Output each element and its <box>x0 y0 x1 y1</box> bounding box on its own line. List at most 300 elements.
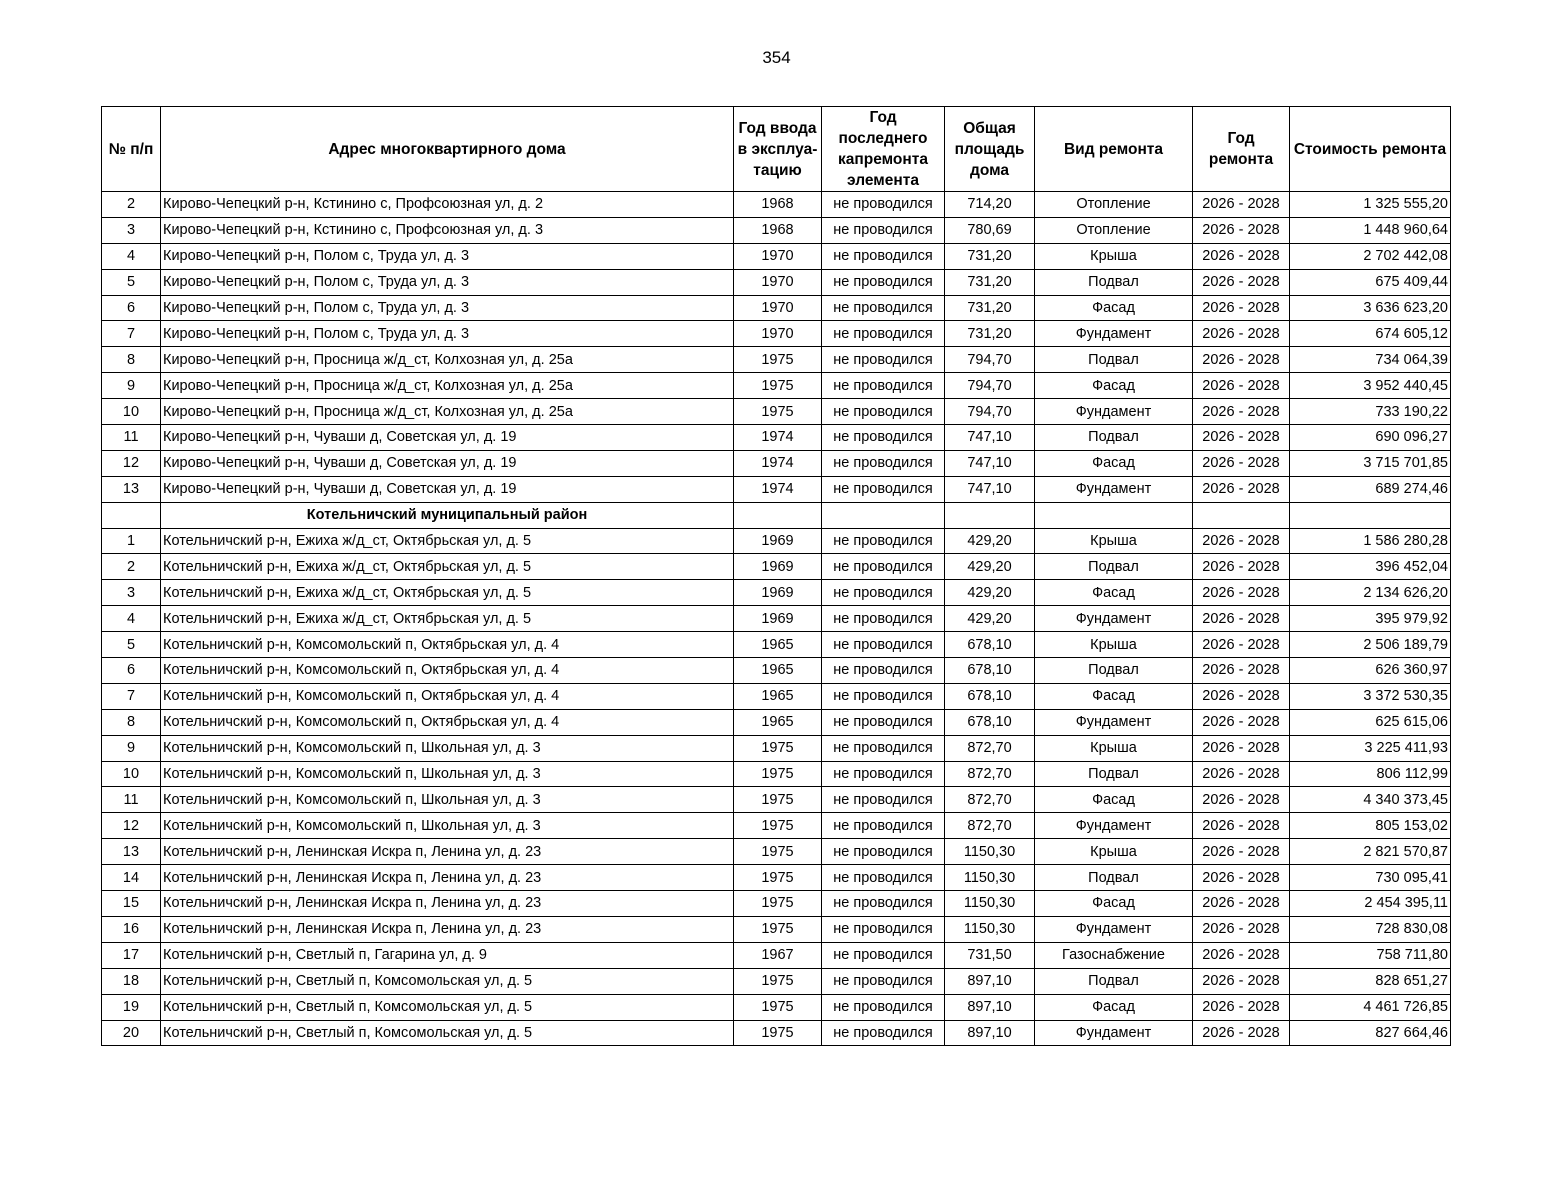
row-last-repair: не проводился <box>822 839 945 865</box>
row-num: 12 <box>102 450 161 476</box>
row-num: 20 <box>102 1020 161 1046</box>
row-address: Котельничский р-н, Комсомольский п, Октябрьская ул, д. 4 <box>161 683 734 709</box>
row-address: Котельничский р-н, Ленинская Искра п, Ленина ул, д. 23 <box>161 916 734 942</box>
row-num: 16 <box>102 916 161 942</box>
row-repair-type: Подвал <box>1035 425 1193 451</box>
row-area: 872,70 <box>945 761 1035 787</box>
row-repair-type: Отопление <box>1035 192 1193 218</box>
table-row <box>102 476 1451 502</box>
row-num: 19 <box>102 994 161 1020</box>
row-repair-year: 2026 - 2028 <box>1193 761 1290 787</box>
row-num: 8 <box>102 709 161 735</box>
row-address: Кирово-Чепецкий р-н, Полом с, Труда ул, д. 3 <box>161 269 734 295</box>
row-repair-year: 2026 - 2028 <box>1193 192 1290 218</box>
row-year-built: 1974 <box>734 450 822 476</box>
row-year-built: 1975 <box>734 994 822 1020</box>
row-area: 794,70 <box>945 399 1035 425</box>
row-address: Кирово-Чепецкий р-н, Полом с, Труда ул, д. 3 <box>161 295 734 321</box>
row-repair-type: Подвал <box>1035 865 1193 891</box>
row-area: 780,69 <box>945 217 1035 243</box>
row-last-repair: не проводился <box>822 813 945 839</box>
row-year-built: 1975 <box>734 916 822 942</box>
row-repair-type: Фасад <box>1035 891 1193 917</box>
row-address: Кирово-Чепецкий р-н, Кстинино с, Профсоюзная ул, д. 2 <box>161 192 734 218</box>
header-repair-type: Вид ремонта <box>1035 107 1193 192</box>
row-year-built: 1975 <box>734 968 822 994</box>
table-row <box>102 425 1451 451</box>
header-num: № п/п <box>102 107 161 192</box>
row-year-built: 1965 <box>734 683 822 709</box>
row-area: 872,70 <box>945 735 1035 761</box>
section-title: Котельничский муниципальный район <box>161 502 734 528</box>
row-repair-type: Фасад <box>1035 787 1193 813</box>
row-area: 731,20 <box>945 295 1035 321</box>
row-cost: 1 586 280,28 <box>1290 528 1451 554</box>
table-row <box>102 269 1451 295</box>
table-row <box>102 1020 1451 1046</box>
row-repair-year: 2026 - 2028 <box>1193 839 1290 865</box>
row-address: Кирово-Чепецкий р-н, Кстинино с, Профсоюзная ул, д. 3 <box>161 217 734 243</box>
row-repair-year: 2026 - 2028 <box>1193 217 1290 243</box>
row-cost: 2 506 189,79 <box>1290 632 1451 658</box>
row-cost: 4 340 373,45 <box>1290 787 1451 813</box>
row-cost: 730 095,41 <box>1290 865 1451 891</box>
table-row <box>102 683 1451 709</box>
row-cost: 674 605,12 <box>1290 321 1451 347</box>
row-cost: 2 702 442,08 <box>1290 243 1451 269</box>
row-year-built: 1975 <box>734 839 822 865</box>
row-repair-type: Отопление <box>1035 217 1193 243</box>
row-repair-year: 2026 - 2028 <box>1193 891 1290 917</box>
row-area: 731,50 <box>945 942 1035 968</box>
row-year-built: 1965 <box>734 709 822 735</box>
row-year-built: 1969 <box>734 606 822 632</box>
row-last-repair: не проводился <box>822 554 945 580</box>
row-area: 1150,30 <box>945 839 1035 865</box>
row-address: Котельничский р-н, Комсомольский п, Октябрьская ул, д. 4 <box>161 632 734 658</box>
row-repair-year: 2026 - 2028 <box>1193 321 1290 347</box>
row-last-repair: не проводился <box>822 632 945 658</box>
row-last-repair: не проводился <box>822 916 945 942</box>
row-area: 1150,30 <box>945 865 1035 891</box>
row-area: 747,10 <box>945 425 1035 451</box>
page-number: 354 <box>762 48 791 67</box>
table-row <box>102 217 1451 243</box>
row-area: 1150,30 <box>945 891 1035 917</box>
row-repair-type: Крыша <box>1035 243 1193 269</box>
table-row <box>102 554 1451 580</box>
row-year-built: 1970 <box>734 269 822 295</box>
row-area: 794,70 <box>945 347 1035 373</box>
table-body <box>102 192 1451 1046</box>
table-row <box>102 295 1451 321</box>
row-last-repair: не проводился <box>822 658 945 684</box>
row-address: Котельничский р-н, Комсомольский п, Октябрьская ул, д. 4 <box>161 658 734 684</box>
row-address: Котельничский р-н, Ежиха ж/д_ст, Октябрьская ул, д. 5 <box>161 606 734 632</box>
row-address: Кирово-Чепецкий р-н, Просница ж/д_ст, Колхозная ул, д. 25а <box>161 399 734 425</box>
row-repair-year: 2026 - 2028 <box>1193 580 1290 606</box>
table-row <box>102 735 1451 761</box>
table-row <box>102 243 1451 269</box>
row-area: 731,20 <box>945 269 1035 295</box>
row-cost: 2 821 570,87 <box>1290 839 1451 865</box>
row-year-built: 1975 <box>734 761 822 787</box>
table-row <box>102 942 1451 968</box>
row-num: 5 <box>102 632 161 658</box>
row-address: Котельничский р-н, Светлый п, Комсомольская ул, д. 5 <box>161 994 734 1020</box>
table-row <box>102 606 1451 632</box>
row-last-repair: не проводился <box>822 217 945 243</box>
row-num: 1 <box>102 528 161 554</box>
row-last-repair: не проводился <box>822 347 945 373</box>
row-num: 7 <box>102 321 161 347</box>
table-row <box>102 968 1451 994</box>
row-repair-type: Фундамент <box>1035 476 1193 502</box>
row-area: 747,10 <box>945 476 1035 502</box>
row-last-repair: не проводился <box>822 942 945 968</box>
table-row <box>102 192 1451 218</box>
row-repair-type: Фасад <box>1035 994 1193 1020</box>
row-last-repair: не проводился <box>822 295 945 321</box>
section-empty-cell <box>1193 502 1290 528</box>
table-row <box>102 761 1451 787</box>
row-repair-year: 2026 - 2028 <box>1193 942 1290 968</box>
row-area: 678,10 <box>945 632 1035 658</box>
row-cost: 4 461 726,85 <box>1290 994 1451 1020</box>
row-area: 794,70 <box>945 373 1035 399</box>
row-address: Котельничский р-н, Ленинская Искра п, Ленина ул, д. 23 <box>161 891 734 917</box>
row-last-repair: не проводился <box>822 787 945 813</box>
row-repair-year: 2026 - 2028 <box>1193 373 1290 399</box>
row-num: 3 <box>102 580 161 606</box>
row-cost: 2 454 395,11 <box>1290 891 1451 917</box>
section-empty-cell <box>734 502 822 528</box>
row-repair-year: 2026 - 2028 <box>1193 787 1290 813</box>
row-address: Котельничский р-н, Комсомольский п, Школьная ул, д. 3 <box>161 813 734 839</box>
row-year-built: 1975 <box>734 347 822 373</box>
row-area: 731,20 <box>945 321 1035 347</box>
row-cost: 828 651,27 <box>1290 968 1451 994</box>
row-repair-year: 2026 - 2028 <box>1193 476 1290 502</box>
row-area: 678,10 <box>945 658 1035 684</box>
row-last-repair: не проводился <box>822 476 945 502</box>
row-cost: 1 325 555,20 <box>1290 192 1451 218</box>
row-last-repair: не проводился <box>822 968 945 994</box>
row-repair-year: 2026 - 2028 <box>1193 709 1290 735</box>
row-repair-year: 2026 - 2028 <box>1193 632 1290 658</box>
row-cost: 396 452,04 <box>1290 554 1451 580</box>
row-num: 6 <box>102 658 161 684</box>
row-num: 13 <box>102 476 161 502</box>
row-cost: 395 979,92 <box>1290 606 1451 632</box>
section-empty-cell <box>1035 502 1193 528</box>
row-cost: 3 952 440,45 <box>1290 373 1451 399</box>
row-repair-year: 2026 - 2028 <box>1193 735 1290 761</box>
row-cost: 758 711,80 <box>1290 942 1451 968</box>
row-repair-year: 2026 - 2028 <box>1193 554 1290 580</box>
row-year-built: 1968 <box>734 217 822 243</box>
row-repair-type: Подвал <box>1035 347 1193 373</box>
row-cost: 827 664,46 <box>1290 1020 1451 1046</box>
row-repair-type: Фасад <box>1035 295 1193 321</box>
row-last-repair: не проводился <box>822 269 945 295</box>
table-row <box>102 347 1451 373</box>
row-last-repair: не проводился <box>822 373 945 399</box>
row-year-built: 1975 <box>734 787 822 813</box>
row-cost: 3 715 701,85 <box>1290 450 1451 476</box>
section-empty-cell <box>945 502 1035 528</box>
table-row <box>102 321 1451 347</box>
row-cost: 805 153,02 <box>1290 813 1451 839</box>
row-num: 10 <box>102 761 161 787</box>
row-last-repair: не проводился <box>822 450 945 476</box>
row-area: 678,10 <box>945 709 1035 735</box>
row-address: Кирово-Чепецкий р-н, Чуваши д, Советская ул, д. 19 <box>161 425 734 451</box>
row-address: Кирово-Чепецкий р-н, Полом с, Труда ул, д. 3 <box>161 321 734 347</box>
row-repair-year: 2026 - 2028 <box>1193 269 1290 295</box>
row-repair-year: 2026 - 2028 <box>1193 865 1290 891</box>
row-num: 10 <box>102 399 161 425</box>
row-cost: 733 190,22 <box>1290 399 1451 425</box>
row-repair-year: 2026 - 2028 <box>1193 528 1290 554</box>
row-last-repair: не проводился <box>822 399 945 425</box>
row-cost: 625 615,06 <box>1290 709 1451 735</box>
header-row <box>102 107 1451 192</box>
row-repair-type: Подвал <box>1035 658 1193 684</box>
row-year-built: 1970 <box>734 243 822 269</box>
table-row <box>102 787 1451 813</box>
header-cost: Стоимость ремонта <box>1290 107 1451 192</box>
section-empty-cell <box>822 502 945 528</box>
row-address: Котельничский р-н, Комсомольский п, Школьная ул, д. 3 <box>161 735 734 761</box>
row-num: 9 <box>102 735 161 761</box>
row-area: 731,20 <box>945 243 1035 269</box>
row-year-built: 1965 <box>734 658 822 684</box>
row-repair-type: Крыша <box>1035 632 1193 658</box>
table-row <box>102 658 1451 684</box>
row-area: 429,20 <box>945 554 1035 580</box>
table-row <box>102 632 1451 658</box>
row-year-built: 1970 <box>734 295 822 321</box>
row-repair-year: 2026 - 2028 <box>1193 606 1290 632</box>
row-address: Кирово-Чепецкий р-н, Чуваши д, Советская ул, д. 19 <box>161 476 734 502</box>
repair-table <box>101 106 1451 1046</box>
row-repair-type: Фасад <box>1035 373 1193 399</box>
row-year-built: 1975 <box>734 399 822 425</box>
row-last-repair: не проводился <box>822 321 945 347</box>
table-row <box>102 813 1451 839</box>
row-num: 2 <box>102 554 161 580</box>
row-repair-year: 2026 - 2028 <box>1193 813 1290 839</box>
row-year-built: 1974 <box>734 476 822 502</box>
table-row <box>102 450 1451 476</box>
row-last-repair: не проводился <box>822 735 945 761</box>
row-num: 7 <box>102 683 161 709</box>
header-repair-year: Год ремонта <box>1193 107 1290 192</box>
row-year-built: 1968 <box>734 192 822 218</box>
table-row <box>102 399 1451 425</box>
row-area: 714,20 <box>945 192 1035 218</box>
row-repair-type: Фундамент <box>1035 399 1193 425</box>
row-num: 14 <box>102 865 161 891</box>
row-last-repair: не проводился <box>822 865 945 891</box>
row-year-built: 1967 <box>734 942 822 968</box>
row-repair-year: 2026 - 2028 <box>1193 450 1290 476</box>
row-area: 897,10 <box>945 1020 1035 1046</box>
row-year-built: 1970 <box>734 321 822 347</box>
row-last-repair: не проводился <box>822 891 945 917</box>
row-num: 12 <box>102 813 161 839</box>
row-num: 6 <box>102 295 161 321</box>
row-last-repair: не проводился <box>822 606 945 632</box>
row-year-built: 1969 <box>734 528 822 554</box>
row-num: 2 <box>102 192 161 218</box>
row-repair-type: Крыша <box>1035 735 1193 761</box>
row-repair-year: 2026 - 2028 <box>1193 295 1290 321</box>
row-address: Котельничский р-н, Светлый п, Комсомольская ул, д. 5 <box>161 1020 734 1046</box>
row-year-built: 1975 <box>734 813 822 839</box>
row-address: Котельничский р-н, Ежиха ж/д_ст, Октябрьская ул, д. 5 <box>161 554 734 580</box>
row-year-built: 1975 <box>734 865 822 891</box>
row-repair-type: Фасад <box>1035 450 1193 476</box>
row-repair-type: Подвал <box>1035 761 1193 787</box>
row-area: 429,20 <box>945 606 1035 632</box>
row-address: Котельничский р-н, Ленинская Искра п, Ленина ул, д. 23 <box>161 839 734 865</box>
row-last-repair: не проводился <box>822 528 945 554</box>
row-address: Кирово-Чепецкий р-н, Просница ж/д_ст, Колхозная ул, д. 25а <box>161 373 734 399</box>
row-cost: 2 134 626,20 <box>1290 580 1451 606</box>
row-num: 17 <box>102 942 161 968</box>
row-address: Котельничский р-н, Светлый п, Гагарина ул, д. 9 <box>161 942 734 968</box>
row-repair-type: Фундамент <box>1035 606 1193 632</box>
table-row <box>102 865 1451 891</box>
row-repair-year: 2026 - 2028 <box>1193 916 1290 942</box>
section-row <box>102 502 1451 528</box>
row-repair-type: Фасад <box>1035 580 1193 606</box>
row-year-built: 1975 <box>734 891 822 917</box>
row-cost: 3 636 623,20 <box>1290 295 1451 321</box>
row-num: 9 <box>102 373 161 399</box>
row-repair-year: 2026 - 2028 <box>1193 243 1290 269</box>
row-address: Котельничский р-н, Комсомольский п, Октябрьская ул, д. 4 <box>161 709 734 735</box>
row-address: Котельничский р-н, Комсомольский п, Школьная ул, д. 3 <box>161 787 734 813</box>
row-last-repair: не проводился <box>822 192 945 218</box>
row-num: 11 <box>102 425 161 451</box>
row-cost: 675 409,44 <box>1290 269 1451 295</box>
row-num: 18 <box>102 968 161 994</box>
row-area: 678,10 <box>945 683 1035 709</box>
row-num: 3 <box>102 217 161 243</box>
row-area: 747,10 <box>945 450 1035 476</box>
row-repair-type: Фундамент <box>1035 916 1193 942</box>
header-address: Адрес многоквартирного дома <box>161 107 734 192</box>
row-repair-type: Фасад <box>1035 683 1193 709</box>
table-row <box>102 916 1451 942</box>
row-last-repair: не проводился <box>822 761 945 787</box>
row-repair-year: 2026 - 2028 <box>1193 425 1290 451</box>
header-last-repair: Год последнего капремонта элемента <box>822 107 945 192</box>
row-year-built: 1969 <box>734 554 822 580</box>
header-area: Общая площадь дома <box>945 107 1035 192</box>
row-repair-type: Фундамент <box>1035 709 1193 735</box>
row-year-built: 1969 <box>734 580 822 606</box>
row-repair-year: 2026 - 2028 <box>1193 683 1290 709</box>
row-repair-type: Газоснабжение <box>1035 942 1193 968</box>
row-address: Кирово-Чепецкий р-н, Просница ж/д_ст, Колхозная ул, д. 25а <box>161 347 734 373</box>
table-row <box>102 528 1451 554</box>
row-area: 1150,30 <box>945 916 1035 942</box>
row-area: 872,70 <box>945 787 1035 813</box>
row-num: 13 <box>102 839 161 865</box>
row-address: Котельничский р-н, Ежиха ж/д_ст, Октябрьская ул, д. 5 <box>161 528 734 554</box>
row-area: 897,10 <box>945 994 1035 1020</box>
row-address: Кирово-Чепецкий р-н, Чуваши д, Советская ул, д. 19 <box>161 450 734 476</box>
row-num: 15 <box>102 891 161 917</box>
row-cost: 690 096,27 <box>1290 425 1451 451</box>
row-repair-type: Фундамент <box>1035 813 1193 839</box>
row-repair-type: Подвал <box>1035 554 1193 580</box>
table-row <box>102 891 1451 917</box>
row-repair-year: 2026 - 2028 <box>1193 347 1290 373</box>
row-last-repair: не проводился <box>822 243 945 269</box>
row-last-repair: не проводился <box>822 1020 945 1046</box>
row-repair-type: Фундамент <box>1035 321 1193 347</box>
row-area: 872,70 <box>945 813 1035 839</box>
row-repair-year: 2026 - 2028 <box>1193 994 1290 1020</box>
row-repair-type: Крыша <box>1035 528 1193 554</box>
row-address: Котельничский р-н, Ежиха ж/д_ст, Октябрьская ул, д. 5 <box>161 580 734 606</box>
table-row <box>102 709 1451 735</box>
row-cost: 626 360,97 <box>1290 658 1451 684</box>
row-repair-year: 2026 - 2028 <box>1193 968 1290 994</box>
row-area: 897,10 <box>945 968 1035 994</box>
section-empty-cell <box>102 502 161 528</box>
row-address: Котельничский р-н, Светлый п, Комсомольская ул, д. 5 <box>161 968 734 994</box>
row-num: 5 <box>102 269 161 295</box>
row-num: 11 <box>102 787 161 813</box>
row-repair-year: 2026 - 2028 <box>1193 658 1290 684</box>
section-empty-cell <box>1290 502 1451 528</box>
row-num: 4 <box>102 243 161 269</box>
row-year-built: 1975 <box>734 735 822 761</box>
table-row <box>102 373 1451 399</box>
row-repair-type: Подвал <box>1035 269 1193 295</box>
row-repair-type: Крыша <box>1035 839 1193 865</box>
row-last-repair: не проводился <box>822 425 945 451</box>
row-year-built: 1975 <box>734 373 822 399</box>
table-row <box>102 580 1451 606</box>
row-cost: 1 448 960,64 <box>1290 217 1451 243</box>
row-area: 429,20 <box>945 528 1035 554</box>
row-address: Котельничский р-н, Комсомольский п, Школьная ул, д. 3 <box>161 761 734 787</box>
row-cost: 689 274,46 <box>1290 476 1451 502</box>
row-cost: 3 225 411,93 <box>1290 735 1451 761</box>
row-repair-type: Фундамент <box>1035 1020 1193 1046</box>
table-row <box>102 994 1451 1020</box>
row-last-repair: не проводился <box>822 683 945 709</box>
row-year-built: 1965 <box>734 632 822 658</box>
row-address: Кирово-Чепецкий р-н, Полом с, Труда ул, д. 3 <box>161 243 734 269</box>
row-last-repair: не проводился <box>822 709 945 735</box>
row-area: 429,20 <box>945 580 1035 606</box>
row-repair-year: 2026 - 2028 <box>1193 1020 1290 1046</box>
row-repair-type: Подвал <box>1035 968 1193 994</box>
row-cost: 728 830,08 <box>1290 916 1451 942</box>
row-last-repair: не проводился <box>822 994 945 1020</box>
header-year-built: Год ввода в эксплуа-тацию <box>734 107 822 192</box>
row-cost: 806 112,99 <box>1290 761 1451 787</box>
row-year-built: 1974 <box>734 425 822 451</box>
